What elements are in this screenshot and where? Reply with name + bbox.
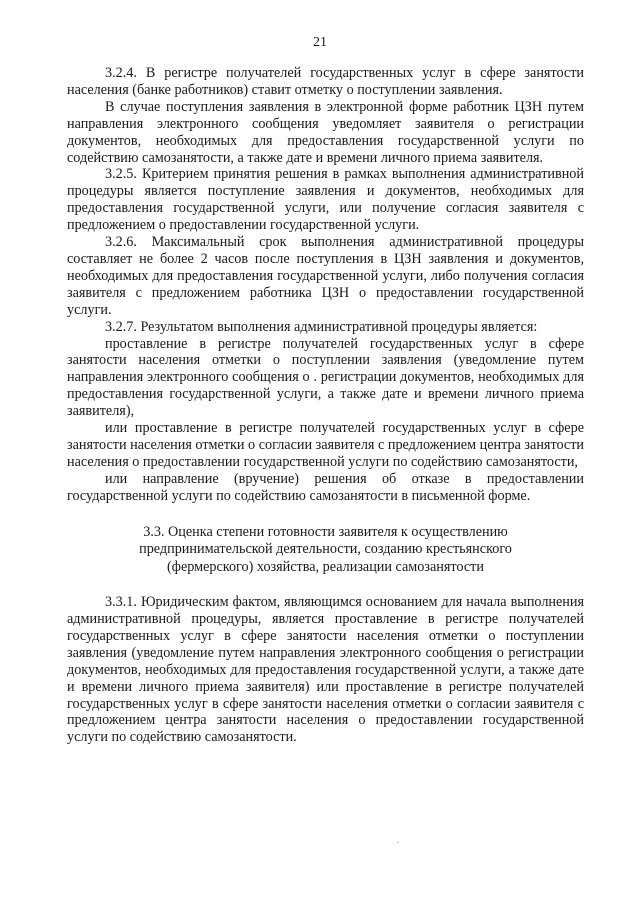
paragraph-3-3-1: 3.3.1. Юридическим фактом, являющимся основанием для начала выполнения административной процедуры, является проставление в регистре получателей государственных услуг в сфере занятости населения отметки о поступлении заявления (уведомление путем направления электронного сообщения о регистрации документов, необходимых для предоставления государственной услуги, а также дате и времени личного приема заявителя) или проставление в регистре получателей государственных услуг в сфере занятости населения отметки о согласии заявителя с предложением центра занятости населения о предоставлении государственной услуги по содействию самозанятости.	[67, 594, 584, 746]
paragraph-3-2-4: 3.2.4. В регистре получателей государственных услуг в сфере занятости населения (банке работников) ставит отметку о поступлении заявления.	[67, 65, 584, 98]
paragraph-result-registration: проставление в регистре получателей государственных услуг в сфере занятости населения отметки о поступлении заявления (уведомление путем направления электронного сообщения о . регистрации документов, необходимых для предоставления государственной услуги, а также дате и времени личного приема заявителя),	[67, 335, 584, 420]
section-heading-line: 3.3. Оценка степени готовности заявителя к осуществлению	[143, 523, 508, 540]
stray-mark: .	[397, 835, 400, 845]
section-heading-line: предпринимательской деятельности, созданию крестьянского	[139, 541, 512, 558]
page-number: 21	[313, 35, 327, 50]
paragraph-3-2-5: 3.2.5. Критерием принятия решения в рамках выполнения административной процедуры является поступление заявления и документов, необходимых для предоставления государственной услуги, или получение согласия заявителя с предложением о предоставлении государственной услуги.	[67, 166, 584, 234]
paragraph-3-2-7: 3.2.7. Результатом выполнения административной процедуры является:	[105, 318, 538, 335]
section-heading-line: (фермерского) хозяйства, реализации самозанятости	[167, 558, 484, 575]
paragraph-result-consent: или проставление в регистре получателей государственных услуг в сфере занятости населения отметки о согласии заявителя с предложением центра занятости населения о предоставлении государственной услуги по содействию самозанятости,	[67, 420, 584, 470]
section-heading-3-3	[67, 524, 584, 577]
paragraph-result-refusal: или направление (вручение) решения об отказе в предоставлении государственной услуги по содействию самозанятости в письменной форме.	[67, 470, 584, 504]
page-body	[67, 65, 584, 746]
paragraph-3-2-6: 3.2.6. Максимальный срок выполнения административной процедуры составляет не более 2 часов после поступления в ЦЗН заявления и документов, необходимых для предоставления государственной услуги, либо получения согласия заявителя с предложением работника ЦЗН о предоставлении государственной услуги.	[67, 234, 584, 318]
paragraph-electronic-application: В случае поступления заявления в электронной форме работник ЦЗН путем направления электронного сообщения уведомляет заявителя о регистрации документов, необходимых для предоставления государственной услуги по содействию самозанятости, а также дате и времени личного приема заявителя.	[67, 98, 584, 166]
